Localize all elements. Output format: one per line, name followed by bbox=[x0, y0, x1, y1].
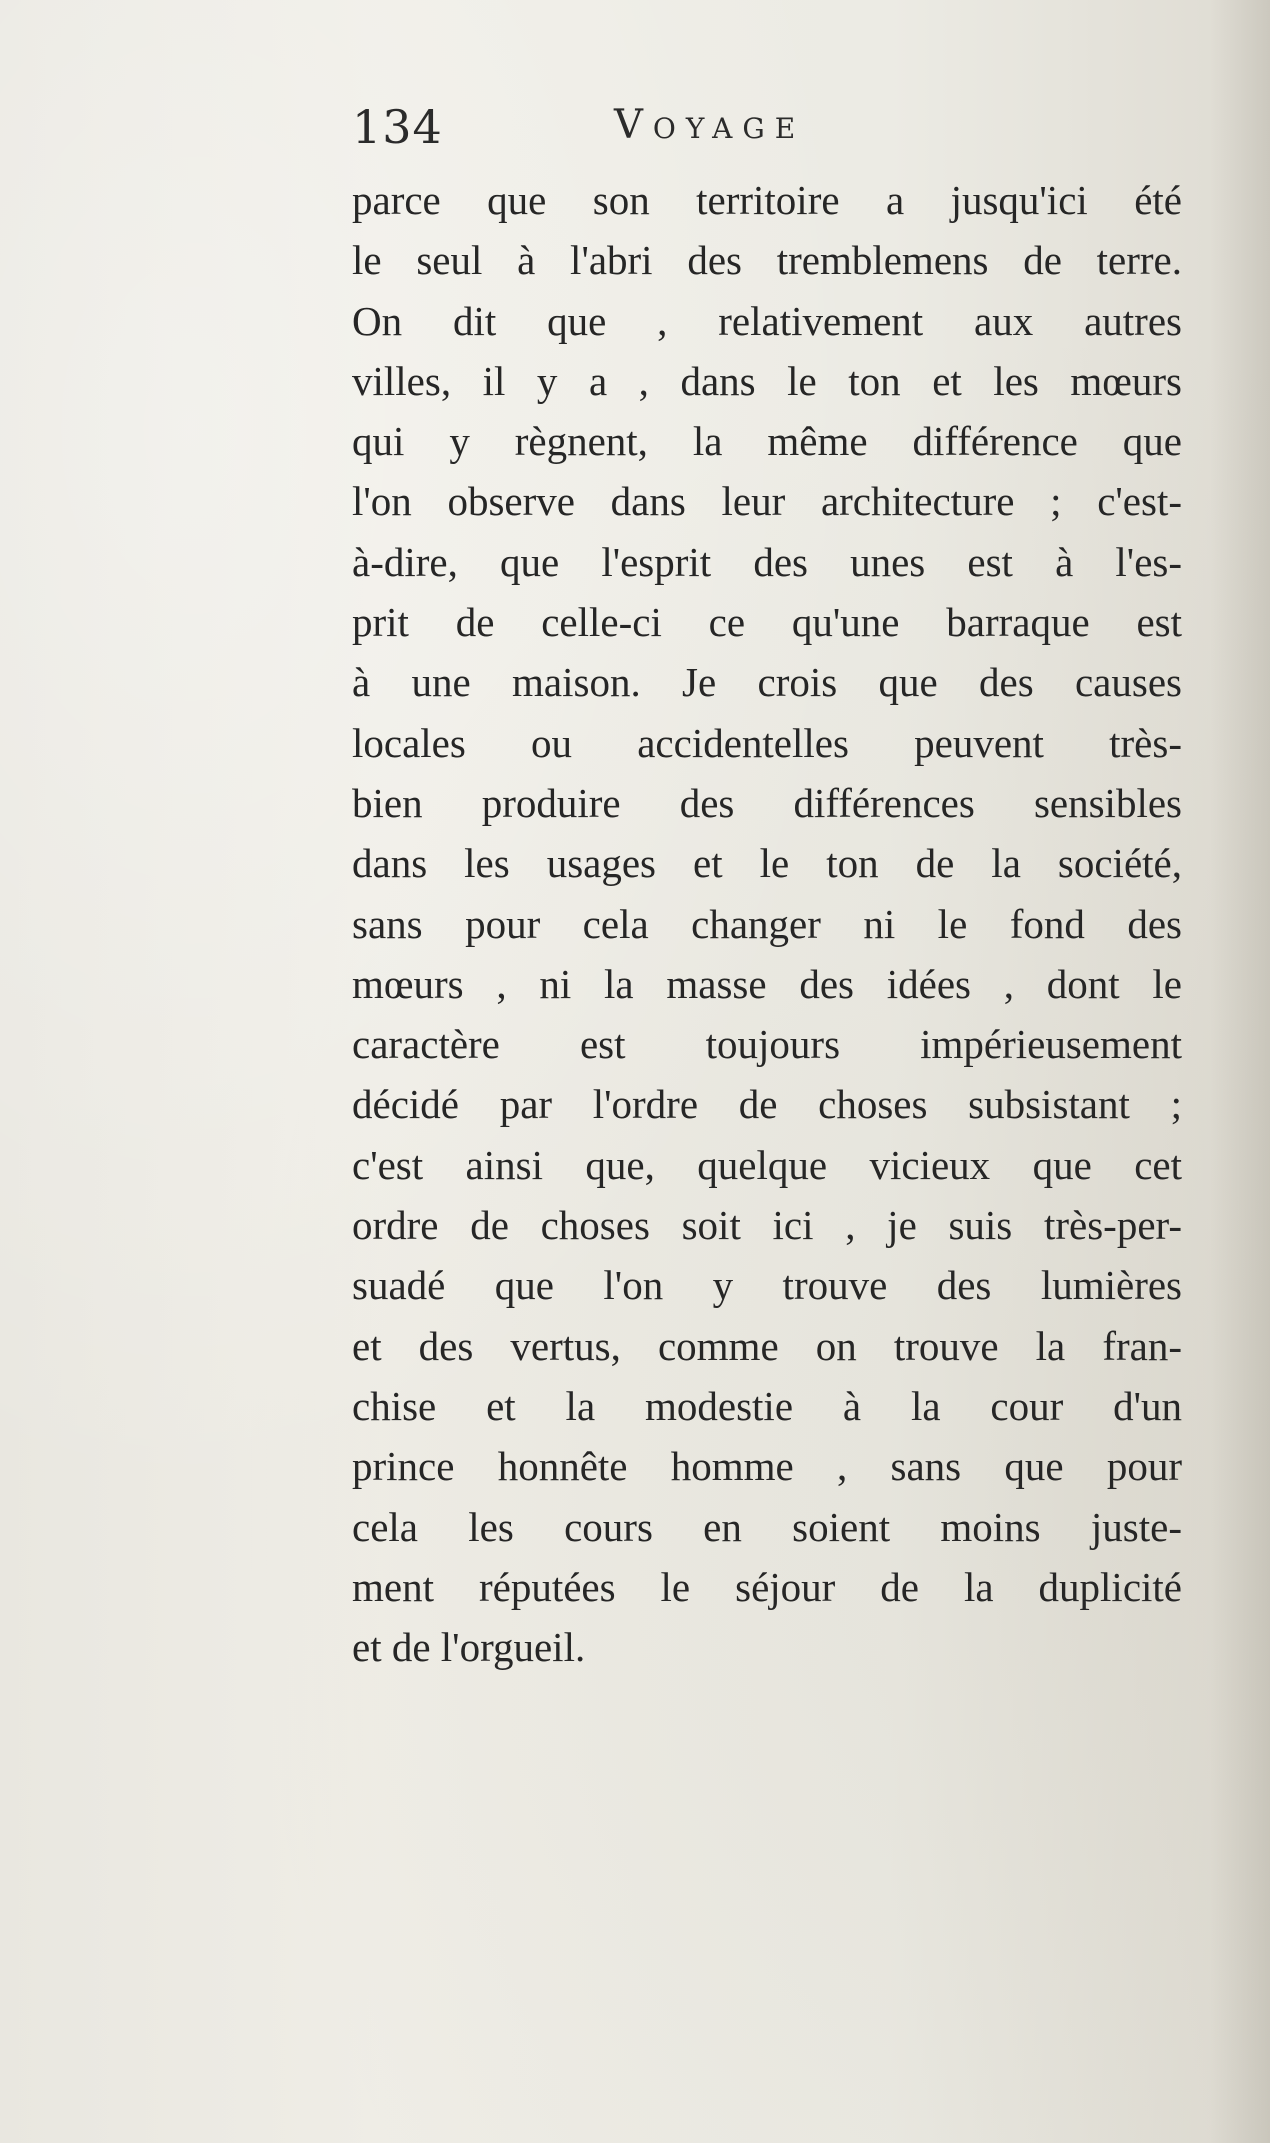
page-number: 134 bbox=[352, 100, 443, 154]
text-line: et de l'orgueil. bbox=[352, 1624, 586, 1671]
text-line: à-dire, que l'esprit des unes est à l'es- bbox=[352, 538, 1182, 585]
text-line: parce que son territoire a jusqu'ici été bbox=[352, 177, 1182, 223]
text-line: bien produire des différences sensibles bbox=[352, 779, 1182, 826]
text-line: ordre de choses soit ici , je suis très-per- bbox=[352, 1202, 1182, 1249]
text-line: locales ou accidentelles peuvent très- bbox=[352, 719, 1182, 766]
page-edge-shadow bbox=[1210, 0, 1270, 2143]
text-line: suadé que l'on y trouve des lumières bbox=[352, 1262, 1182, 1309]
text-line: le seul à l'abri des tremblemens de terre. bbox=[352, 237, 1182, 284]
text-line: qui y règnent, la même différence que bbox=[352, 418, 1182, 465]
text-line: l'on observe dans leur architecture ; c'est- bbox=[352, 478, 1182, 525]
text-line: mœurs , ni la masse des idées , dont le bbox=[352, 960, 1182, 1007]
text-line: chise et la modestie à la cour d'un bbox=[352, 1382, 1182, 1429]
text-line: villes, il y a , dans le ton et les mœurs bbox=[352, 357, 1182, 404]
text-line: sans pour cela changer ni le fond des bbox=[352, 900, 1182, 947]
body-text bbox=[352, 170, 1182, 1677]
text-line: prince honnête homme , sans que pour bbox=[352, 1443, 1182, 1490]
text-line: et des vertus, comme on trouve la fran- bbox=[352, 1322, 1182, 1369]
text-line: caractère est toujours impérieusement bbox=[352, 1021, 1182, 1068]
running-title: Voyage bbox=[614, 102, 806, 148]
text-line: à une maison. Je crois que des causes bbox=[352, 659, 1182, 706]
text-line: ment réputées le séjour de la duplicité bbox=[352, 1563, 1182, 1610]
text-line: prit de celle-ci ce qu'une barraque est bbox=[352, 599, 1182, 646]
running-header bbox=[352, 100, 1182, 170]
text-line: dans les usages et le ton de la société, bbox=[352, 840, 1182, 887]
text-line: c'est ainsi que, quelque vicieux que cet bbox=[352, 1141, 1182, 1188]
text-line: décidé par l'ordre de choses subsistant ; bbox=[352, 1081, 1182, 1128]
text-line: cela les cours en soient moins juste- bbox=[352, 1503, 1182, 1550]
text-line: On dit que , relativement aux autres bbox=[352, 297, 1182, 344]
